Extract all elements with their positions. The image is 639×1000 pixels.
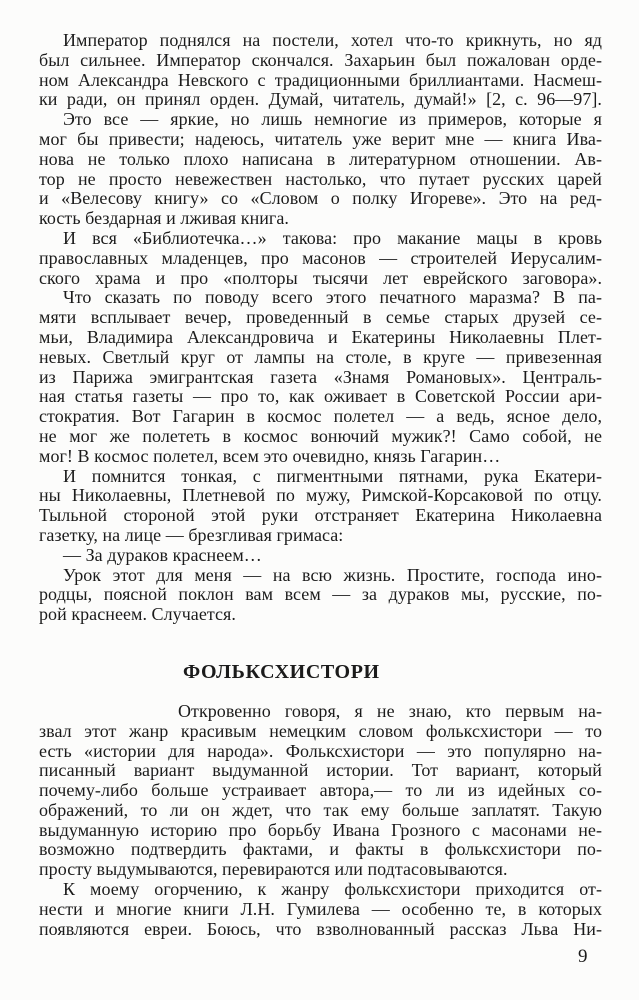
- text-line: не мог же полететь в космос вонючий мужик?! Само собой, не: [39, 426, 602, 446]
- text-line: Откровенно говоря, я не знаю, кто первым на-: [178, 701, 602, 721]
- text-line: газетку, на лице — брезгливая гримаса:: [39, 525, 344, 545]
- paragraph: [39, 546, 602, 566]
- text-line: невых. Светлый круг от лампы на столе, в круге — привезенная: [39, 347, 602, 367]
- text-line: мог бы привести; надеюсь, читатель уже верит мне — книга Ива-: [39, 129, 602, 149]
- paragraph: [39, 880, 602, 939]
- text-line: мьи, Владимира Александровича и Екатерины Николаевны Плет-: [39, 327, 602, 347]
- paragraph: [39, 229, 602, 288]
- text-line: просту выдумываются, перевираются или подтасовываются.: [39, 860, 508, 880]
- text-line: рой краснеем. Случается.: [39, 605, 236, 625]
- text-line: Император поднялся на постели, хотел что-то крикнуть, но яд: [63, 31, 602, 50]
- text-column: [39, 31, 602, 939]
- text-line: Тыльной стороной этой руки отстраняет Екатерина Николаевна: [39, 506, 602, 526]
- text-line: ки ради, он принял орден. Думай, читатель, думай!» [2, с. 96—97].: [39, 90, 602, 110]
- text-line: ского храма и про «полторы тысячи лет еврейского заговора».: [39, 268, 602, 288]
- text-line: возможно подтвердить фактами, и факты в фольксхистори по-: [39, 840, 602, 860]
- text-line: появляются евреи. Боюсь, что взволнованный рассказ Льва Ни-: [39, 919, 602, 939]
- text-line: Это все — яркие, но лишь немногие из примеров, которые я: [63, 110, 602, 130]
- paragraph: [39, 288, 602, 466]
- text-line: стократия. Вот Гагарин в космос полетел — а ведь, ясное дело,: [39, 407, 602, 427]
- text-line: ображений, то ли он ждет, что так ему больше заплатят. Такую: [39, 800, 602, 820]
- text-line: нести и многие книги Л.Н. Гумилева — особенно те, в которых: [39, 899, 602, 919]
- text-line: ном Александра Невского с традиционными бриллиантами. Насмеш-: [39, 70, 602, 90]
- text-line: почему-либо больше устраивает автора,— то ли из идейных со-: [39, 781, 602, 801]
- text-line: И помнится тонкая, с пигментными пятнами, рука Екатери-: [63, 466, 602, 486]
- text-line: православных младенцев, про масонов — строителей Иерусалим-: [39, 248, 602, 268]
- text-line: тор не просто невежествен настолько, что путает русских царей: [39, 169, 602, 189]
- paragraph: [39, 110, 602, 229]
- text-line: выдуманную историю про борьбу Ивана Грозного с масонами не-: [39, 820, 602, 840]
- text-line: К моему огорчению, к жанру фольксхистори приходится от-: [63, 880, 602, 900]
- text-line: был сильнее. Император скончался. Захарьин был пожалован орде-: [39, 50, 602, 70]
- text-line: писанный вариант выдуманной истории. Тот вариант, который: [39, 761, 602, 781]
- text-line: нова не только плохо написана в литературном отношении. Ав-: [39, 149, 602, 169]
- paragraph: [39, 31, 602, 110]
- text-line: мог! В космос полетел, всем это очевидно, князь Гагарин…: [39, 446, 501, 466]
- text-line: ная статья газеты — про то, как оживает в Советской России ари-: [39, 387, 602, 407]
- paragraph: [39, 467, 602, 546]
- page-number: 9: [578, 946, 588, 967]
- text-line: — За дураков краснеем…: [63, 545, 262, 565]
- section-heading: ФОЛЬКСХИСТОРИ: [183, 660, 380, 683]
- text-line: И вся «Библиотечка…» такова: про макание мацы в кровь: [63, 228, 602, 248]
- text-line: и «Велесову книгу» со «Словом о полку Игореве». Это на ред-: [39, 189, 602, 209]
- text-line: мяти всплывает вечер, проведенный в семье старых друзей се-: [39, 308, 602, 328]
- text-line: есть «истории для народа». Фольксхистори — это популярно на-: [39, 741, 602, 761]
- text-line: ны Николаевны, Плетневой по мужу, Римской-Корсаковой по отцу.: [39, 486, 602, 506]
- text-line: родцы, поясной поклон вам всем — за дураков мы, русские, по-: [39, 585, 602, 605]
- paragraph: [39, 566, 602, 625]
- paragraph: [39, 702, 602, 880]
- text-line: из Парижа эмигрантская газета «Знамя Романовых». Централь-: [39, 367, 602, 387]
- text-line: кость бездарная и лживая книга.: [39, 209, 289, 229]
- text-line: Урок этот для меня — на всю жизнь. Простите, господа ино-: [63, 565, 602, 585]
- text-line: звал этот жанр красивым немецким словом фольксхистори — то: [39, 721, 602, 741]
- text-line: Что сказать по поводу всего этого печатного маразма? В па-: [63, 288, 602, 308]
